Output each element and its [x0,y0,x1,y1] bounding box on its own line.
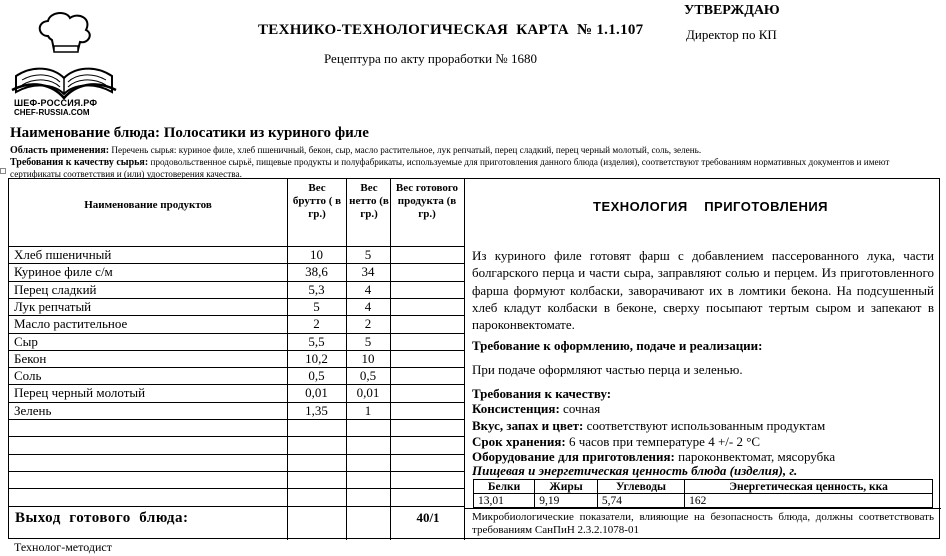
storage-label: Срок хранения: [472,434,566,449]
nutrition-header: Энергетическая ценность, кка [685,480,933,494]
area-label: Область применения: [10,145,110,156]
dish-name [10,125,369,142]
microbiology-note: Микробиологические показатели, влияющие на безопасность блюда, должны соответствовать требованиям СанПиН 2.3.2.1078-01 [472,511,934,536]
serving-title: Требование к оформлению, подаче и реализации: [472,338,763,353]
taste-label: Вкус, запах и цвет: [472,418,584,433]
ingredient-name: Перец сладкий [14,281,97,297]
table-anchor-handle[interactable] [0,168,6,174]
ingredient-name: Перец черный молотый [14,385,146,401]
equipment-value: пароконвектомат, мясорубка [674,449,836,464]
nutrition-header: Углеводы [597,480,684,494]
storage-value: 6 часов при температуре 4 +/- 2 °С [565,434,761,449]
quality-label: Требования к качеству сырья: [10,157,149,168]
nutrition-table [473,479,933,508]
ingredient-net: 5 [364,247,372,262]
quality-text: продовольственное сырьё, пищевые продукты и полуфабрикаты, используемые для приготовления данного блюда (изделия), соответствуют требованиям нормативных документов и имеют сертификаты соответствия и (или) удостоверения качества. [10,157,890,179]
ingredient-name: Хлеб пшеничный [14,247,112,262]
nutrition-value: 162 [685,494,933,508]
nutrition-value: 5,74 [597,494,684,508]
ingredient-net: 0,5 [359,368,377,384]
tech-title: ТЕХНОЛОГИЯ ПРИГОТОВЛЕНИЯ [593,199,829,214]
ingredient-name: Бекон [14,350,47,366]
col-header-name: Наименование продуктов [84,199,212,211]
nutrition-value: 9,19 [535,494,598,508]
ingredient-gross: 5,5 [308,333,325,349]
ingredient-name: Масло растительное [14,316,128,332]
approve-label: УТВЕРЖДАЮ [684,3,780,18]
ingredient-gross: 10 [310,247,323,262]
tech-description: Из куриного филе готовят фарш с добавлением пассерованного лука, части болгарского перца и части сыра, заправляют солью и перцем. Из приготовленного фарша формуют колбаски, заворачивают их в ломтики бекона. На подсушенный хлеб кладут колбаски в беконе, сверху посыпают тертым сыром и запекают в пароконвектомате. [472,248,934,333]
nutrition-header: Жиры [535,480,598,494]
taste-value: соответствуют использованным продуктам [583,418,826,433]
recipe-table [8,178,940,539]
nutrition-title: Пищевая и энергетическая ценность блюда (изделия), г. [472,463,798,478]
director-label: Директор по КП [686,27,777,42]
ingredient-gross: 1,35 [305,402,328,418]
application-area [10,145,940,157]
ingredient-net: 34 [361,264,375,280]
nutrition-value: 13,01 [474,494,535,508]
ingredient-gross: 0,01 [305,385,328,401]
equipment-label: Оборудование для приготовления: [472,449,675,464]
ingredient-name: Куриное филе с/м [14,264,113,280]
requirements-title: Требования к качеству: [472,386,612,401]
ingredient-net: 4 [364,281,372,297]
ingredient-gross: 38,6 [305,264,328,280]
dish-value: Полосатики из куриного филе [163,125,369,141]
ingredient-net: 1 [364,402,372,418]
logo-text-latin: CHEF-RUSSIA.COM [14,108,90,117]
ingredient-net: 4 [364,298,372,314]
ingredient-name: Соль [14,368,42,384]
ingredient-name: Зелень [14,402,52,418]
ingredient-net: 0,01 [356,385,380,401]
dish-label: Наименование блюда: [10,125,160,141]
col-header-ready: Вес готового продукта (в гр.) [395,182,459,220]
ingredient-gross: 10,2 [305,350,328,366]
nutrition-header: Белки [474,480,535,494]
ingredient-name: Сыр [14,333,38,349]
ingredient-net: 5 [364,333,372,349]
ingredient-net: 2 [364,316,372,332]
consistency-value: сочная [559,401,601,416]
footer-signature: Технолог-методист [14,540,112,554]
col-header-net: Вес нетто (в гр.) [349,182,389,220]
ingredient-net: 10 [361,350,375,366]
yield-label: Выход готового блюда: [15,510,189,526]
consistency-line [472,401,600,417]
raw-quality [10,157,935,179]
storage-line [472,434,760,450]
ingredient-gross: 5,3 [308,281,325,297]
yield-value: 40/1 [416,510,440,525]
ingredient-gross: 2 [313,316,320,332]
taste-line [472,418,825,434]
card-subtitle: Рецептура по акту проработки № 1680 [324,51,537,66]
ingredient-name: Лук репчатый [14,298,92,314]
card-title: ТЕХНИКО-ТЕХНОЛОГИЧЕСКАЯ КАРТА № 1.1.107 [258,22,644,38]
consistency-label: Консистенция: [472,401,560,416]
area-text: Перечень сырья: куриное филе, хлеб пшеничный, бекон, сыр, масло растительное, лук репчатый, перец сладкий, перец черный молотый, соль, зелень. [111,145,702,155]
col-header-gross: Вес брутто ( в гр.) [292,182,342,220]
ingredient-gross: 5 [313,298,320,314]
serving-text: При подаче оформляют частью перца и зеленью. [472,362,743,377]
ingredient-gross: 0,5 [308,368,325,384]
logo-text: ШЕФ-РОССИЯ.РФ [14,98,98,108]
